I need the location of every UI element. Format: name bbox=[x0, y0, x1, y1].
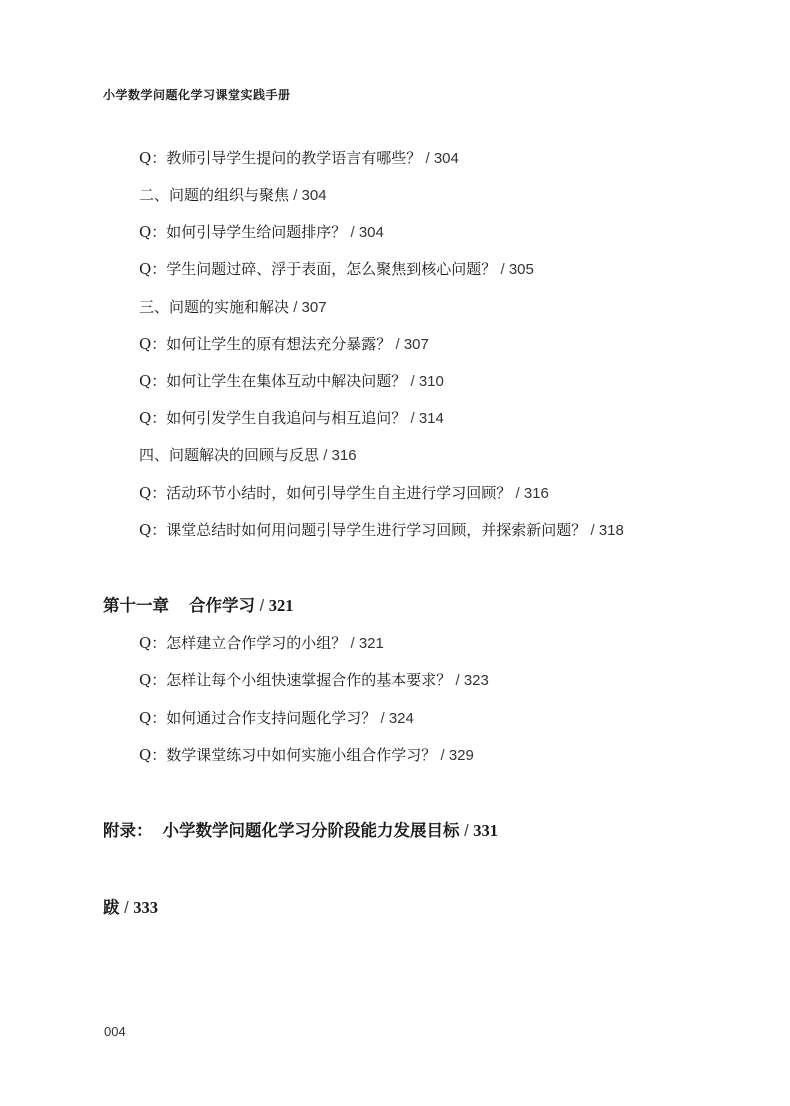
toc-entry-text: Q：如何通过合作支持问题化学习？ bbox=[139, 709, 377, 727]
toc-entry[interactable] bbox=[139, 297, 327, 318]
toc-separator: / bbox=[425, 150, 430, 167]
toc-entry-text: Q：怎样建立合作学习的小组？ bbox=[139, 634, 347, 652]
chapter-heading[interactable] bbox=[103, 595, 294, 617]
toc-entry-text: 三、问题的实施和解决 bbox=[139, 298, 290, 316]
toc-page-number: 316 bbox=[523, 485, 549, 502]
toc-entry-text: Q：如何引导学生给问题排序？ bbox=[139, 223, 347, 241]
toc-page-number: 329 bbox=[448, 747, 474, 764]
toc-separator: / bbox=[590, 522, 595, 539]
toc-separator: / bbox=[395, 336, 400, 353]
toc-entry-text: Q：学生问题过碎、浮于表面，怎么聚焦到核心问题？ bbox=[139, 260, 497, 278]
toc-entry[interactable] bbox=[139, 408, 444, 429]
appendix-label: 附录： bbox=[103, 821, 153, 840]
toc-page-number: 321 bbox=[358, 635, 384, 652]
toc-separator: / bbox=[293, 299, 298, 316]
toc-entry[interactable] bbox=[139, 222, 384, 243]
toc-entry[interactable] bbox=[139, 371, 444, 392]
toc-page-number: 316 bbox=[331, 447, 357, 464]
toc-entry[interactable] bbox=[139, 185, 327, 206]
chapter-title: 合作学习 bbox=[189, 596, 255, 615]
toc-separator: / bbox=[350, 635, 355, 652]
toc-entry[interactable] bbox=[139, 483, 549, 504]
toc-entry-text: Q：教师引导学生提问的教学语言有哪些？ bbox=[139, 149, 422, 167]
toc-entry-text: Q：活动环节小结时，如何引导学生自主进行学习回顾？ bbox=[139, 484, 512, 502]
toc-entry[interactable] bbox=[139, 745, 474, 766]
toc-entry[interactable] bbox=[139, 520, 624, 541]
toc-entry-text: Q：数学课堂练习中如何实施小组合作学习？ bbox=[139, 746, 437, 764]
toc-entry-text: Q：如何让学生的原有想法充分暴露？ bbox=[139, 335, 392, 353]
toc-separator: / bbox=[410, 373, 415, 390]
toc-entry[interactable] bbox=[139, 334, 429, 355]
toc-separator: / bbox=[259, 597, 265, 615]
toc-entry[interactable] bbox=[139, 670, 489, 691]
toc-entry[interactable] bbox=[139, 708, 414, 729]
chapter-number: 第十一章 bbox=[103, 596, 169, 615]
toc-separator: / bbox=[124, 899, 129, 917]
toc-separator: / bbox=[323, 447, 328, 464]
postscript-title: 跋 bbox=[103, 898, 120, 917]
postscript-heading[interactable] bbox=[103, 897, 158, 919]
toc-entry[interactable] bbox=[139, 445, 357, 466]
toc-separator: / bbox=[455, 672, 460, 689]
toc-page-number: 305 bbox=[508, 261, 534, 278]
toc-page-number: 310 bbox=[418, 373, 444, 390]
appendix-heading[interactable] bbox=[103, 820, 498, 842]
page-number: 004 bbox=[104, 1024, 126, 1039]
toc-separator: / bbox=[350, 224, 355, 241]
toc-page-number: 304 bbox=[358, 224, 384, 241]
toc-separator: / bbox=[380, 710, 385, 727]
toc-page-number: 304 bbox=[301, 187, 327, 204]
toc-page-number: 314 bbox=[418, 410, 444, 427]
running-header: 小学数学问题化学习课堂实践手册 bbox=[103, 88, 291, 102]
toc-entry[interactable] bbox=[139, 633, 384, 654]
toc-entry-text: Q：如何让学生在集体互动中解决问题？ bbox=[139, 372, 407, 390]
toc-separator: / bbox=[293, 187, 298, 204]
toc-entry-text: Q：如何引发学生自我追问与相互追问？ bbox=[139, 409, 407, 427]
toc-separator: / bbox=[500, 261, 505, 278]
toc-separator: / bbox=[464, 822, 469, 840]
toc-entry-text: 四、问题解决的回顾与反思 bbox=[139, 446, 320, 464]
toc-page-number: 307 bbox=[403, 336, 429, 353]
toc-separator: / bbox=[410, 410, 415, 427]
toc-entry-text: Q：怎样让每个小组快速掌握合作的基本要求？ bbox=[139, 671, 452, 689]
toc-entry-text: Q：课堂总结时如何用问题引导学生进行学习回顾，并探索新问题？ bbox=[139, 521, 587, 539]
toc-separator: / bbox=[440, 747, 445, 764]
toc-entry[interactable] bbox=[139, 259, 534, 280]
toc-page-number: 307 bbox=[301, 299, 327, 316]
appendix-title: 小学数学问题化学习分阶段能力发展目标 bbox=[162, 821, 460, 840]
toc-entry-text: 二、问题的组织与聚焦 bbox=[139, 186, 290, 204]
toc-page-number: 324 bbox=[388, 710, 414, 727]
toc-page-number: 321 bbox=[268, 596, 294, 615]
toc-page-number: 333 bbox=[133, 898, 159, 917]
toc-page-number: 323 bbox=[463, 672, 489, 689]
toc-page-number: 304 bbox=[433, 150, 459, 167]
toc-page-number: 331 bbox=[473, 821, 499, 840]
toc-separator: / bbox=[515, 485, 520, 502]
toc-entry[interactable] bbox=[139, 148, 459, 169]
toc-page-number: 318 bbox=[598, 522, 624, 539]
